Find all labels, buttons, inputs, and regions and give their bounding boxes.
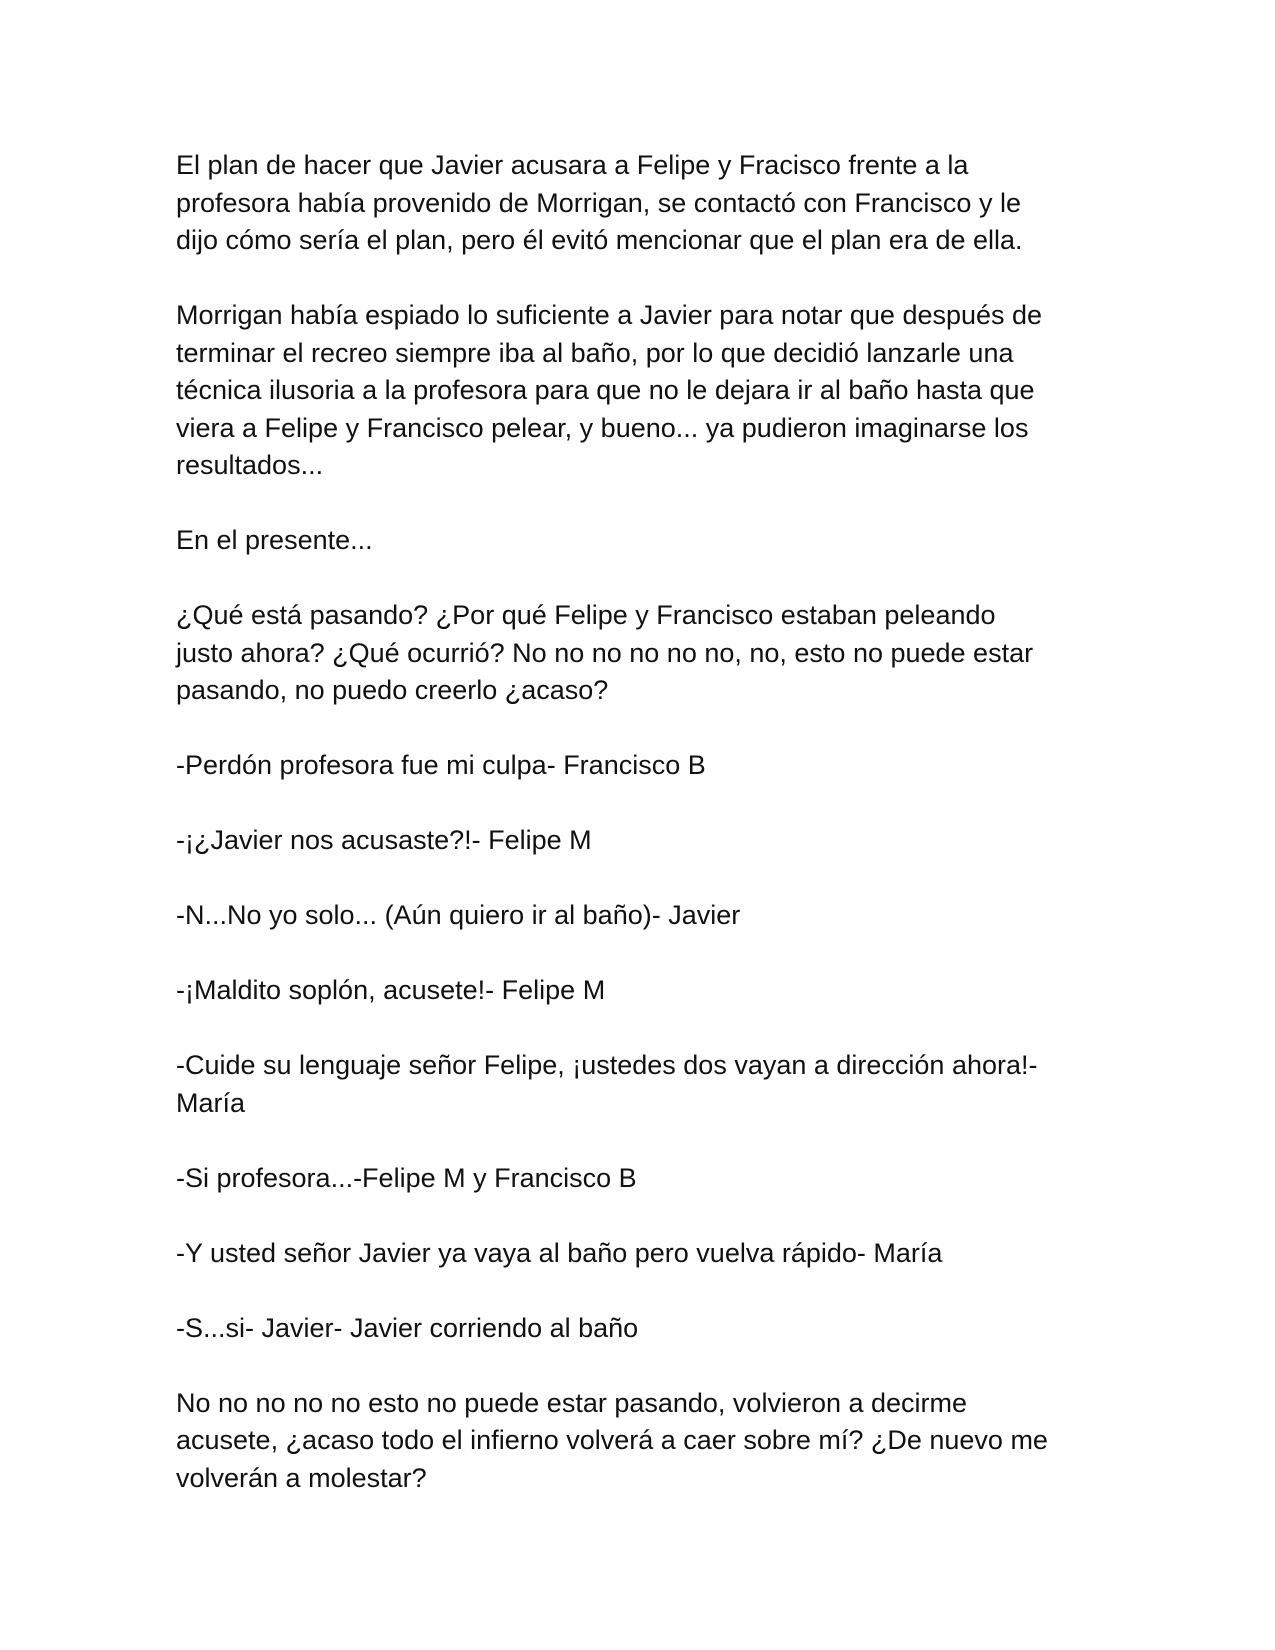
dialogue-line: -Perdón profesora fue mi culpa- Francisco B (176, 750, 706, 780)
paragraph-plan: El plan de hacer que Javier acusara a Felipe y Fracisco frente a la profesora había provenido de Morrigan, se contactó con Francisco y le dijo cómo sería el plan, pero él evitó mencionar que el plan era de ella. (176, 150, 1023, 255)
document-body (176, 147, 1096, 1535)
dialogue-line: -¡Maldito soplón, acusete!- Felipe M (176, 975, 606, 1005)
dialogue-line: -Si profesora...-Felipe M y Francisco B (176, 1162, 637, 1193)
paragraph-inner-thought: ¿Qué está pasando? ¿Por qué Felipe y Francisco estaban peleando justo ahora? ¿Qué ocurrió? No no no no no no, no, esto no puede estar pasando, no puedo creerlo ¿acaso? (176, 600, 1034, 705)
paragraph-morrigan-spy: Morrigan había espiado lo suficiente a Javier para notar que después de terminar el recreo siempre iba al baño, por lo que decidió lanzarle una técnica ilusoria a la profesora para que no le dejara ir al baño hasta que viera a Felipe y Francisco pelear, y bueno... ya pudieron imaginarse los resultados... (176, 300, 1043, 480)
dialogue-line: -¡¿Javier nos acusaste?!- Felipe M (176, 825, 592, 855)
dialogue-line: -Cuide su lenguaje señor Felipe, ¡ustedes dos vayan a dirección ahora!- María (176, 1050, 1038, 1118)
paragraph-closing-thought: No no no no no esto no puede estar pasando, volvieron a decirme acusete, ¿acaso todo el infierno volverá a caer sobre mí? ¿De nuevo me volverán a molestar? (176, 1387, 1048, 1493)
dialogue-line: -S...si- Javier- Javier corriendo al baño (176, 1312, 639, 1343)
dialogue-line: -Y usted señor Javier ya vaya al baño pero vuelva rápido- María (176, 1237, 943, 1268)
paragraph-present: En el presente... (176, 525, 373, 555)
dialogue-line: -N...No yo solo... (Aún quiero ir al baño)- Javier (176, 900, 741, 930)
